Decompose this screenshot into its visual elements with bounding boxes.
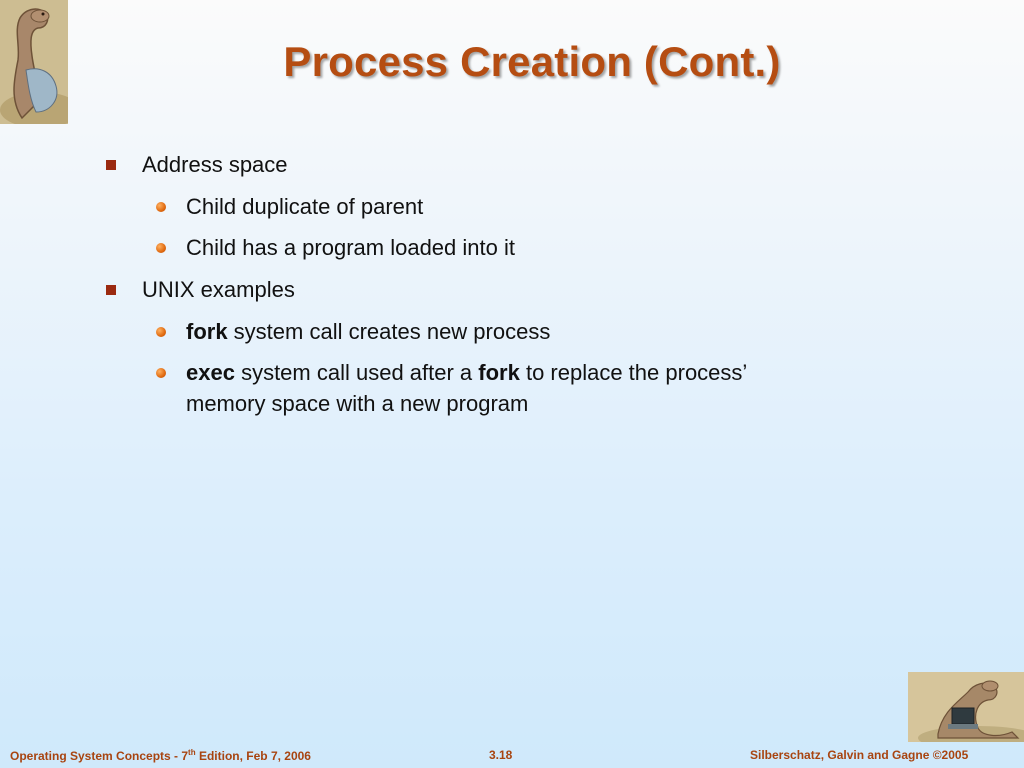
round-bullet-icon [156,368,166,378]
footer-page-number: 3.18 [489,748,513,762]
sub-bullet-exec-text: system call used after a [234,360,479,385]
round-bullet-icon [156,327,166,337]
dinosaur-laptop-logo-icon [908,672,1024,742]
square-bullet-icon [106,285,116,295]
sub-bullet-exec [186,357,747,389]
sub-bullet-fork [186,316,550,348]
round-bullet-icon [156,202,166,212]
slide-title: Process Creation (Cont.) [283,38,781,85]
footer-left-pre: Operating System Concepts - 7 [10,749,189,763]
bullet-address-space: Address space [142,152,288,177]
keyword-exec: exec [186,360,235,385]
sub-bullet-exec-text-end: to replace the process’ [519,360,748,385]
sub-bullet-fork-text: system call creates new process [227,319,551,344]
sub-bullet-child-duplicate: Child duplicate of parent [186,194,424,219]
sub-bullet-child-program: Child has a program loaded into it [186,235,515,260]
footer-left-post: Edition, Feb 7, 2006 [195,749,311,763]
footer-right: Silberschatz, Galvin and Gagne ©2005 [750,748,969,762]
sub-bullet-exec-line2: memory space with a new program [186,391,529,416]
footer-left-sup: th [188,748,196,757]
keyword-fork: fork [186,319,228,344]
keyword-fork: fork [478,360,520,385]
round-bullet-icon [156,243,166,253]
footer-left [10,748,311,763]
square-bullet-icon [106,160,116,170]
bullet-unix-examples: UNIX examples [142,277,295,302]
